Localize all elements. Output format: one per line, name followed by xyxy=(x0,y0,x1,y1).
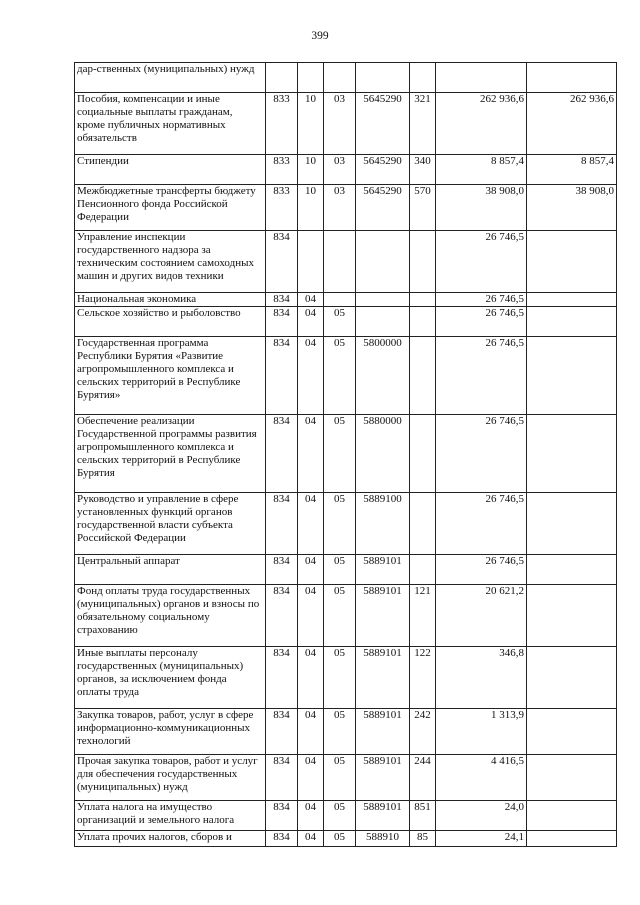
table-row xyxy=(75,585,617,647)
ministry-code-cell: 834 xyxy=(266,231,298,293)
target-code-cell xyxy=(356,63,410,93)
amount-cell: 1 313,9 xyxy=(436,709,527,755)
expense-type-cell xyxy=(410,415,436,493)
subsection-code-cell: 05 xyxy=(324,493,356,555)
target-code-cell: 5800000 xyxy=(356,337,410,415)
target-code-cell: 5889101 xyxy=(356,709,410,755)
subsection-code-cell: 05 xyxy=(324,709,356,755)
item-name-cell: Уплата налога на имущество организаций и земельного налога xyxy=(75,801,266,831)
amount-second-cell xyxy=(527,585,617,647)
item-name-cell: Уплата прочих налогов, сборов и xyxy=(75,831,266,847)
item-name-cell: Фонд оплаты труда государственных (муниципальных) органов и взносы по обязательному социальному страхованию xyxy=(75,585,266,647)
amount-second-cell xyxy=(527,709,617,755)
expense-type-cell: 340 xyxy=(410,155,436,185)
amount-cell: 26 746,5 xyxy=(436,493,527,555)
subsection-code-cell: 05 xyxy=(324,415,356,493)
item-name-cell: Стипендии xyxy=(75,155,266,185)
ministry-code-cell: 834 xyxy=(266,801,298,831)
amount-second-cell xyxy=(527,493,617,555)
ministry-code-cell: 834 xyxy=(266,555,298,585)
target-code-cell: 5889101 xyxy=(356,801,410,831)
subsection-code-cell: 05 xyxy=(324,585,356,647)
amount-cell: 24,1 xyxy=(436,831,527,847)
expense-type-cell xyxy=(410,337,436,415)
table-body xyxy=(75,63,617,847)
item-name-cell: Пособия, компенсации и иные социальные выплаты гражданам, кроме публичных нормативных обязательств xyxy=(75,93,266,155)
section-code-cell xyxy=(298,231,324,293)
amount-second-cell xyxy=(527,337,617,415)
ministry-code-cell: 834 xyxy=(266,755,298,801)
expense-type-cell: 244 xyxy=(410,755,436,801)
table-row xyxy=(75,307,617,337)
expense-type-cell xyxy=(410,493,436,555)
ministry-code-cell: 834 xyxy=(266,647,298,709)
amount-second-cell xyxy=(527,415,617,493)
ministry-code-cell: 834 xyxy=(266,709,298,755)
item-name-cell: Закупка товаров, работ, услуг в сфере информационно-коммуникационных технологий xyxy=(75,709,266,755)
subsection-code-cell xyxy=(324,63,356,93)
target-code-cell: 5645290 xyxy=(356,155,410,185)
table-row xyxy=(75,755,617,801)
expense-type-cell: 851 xyxy=(410,801,436,831)
amount-second-cell xyxy=(527,63,617,93)
budget-table xyxy=(74,62,617,847)
table-row xyxy=(75,647,617,709)
ministry-code-cell: 834 xyxy=(266,585,298,647)
section-code-cell: 04 xyxy=(298,647,324,709)
target-code-cell: 5889101 xyxy=(356,755,410,801)
ministry-code-cell xyxy=(266,63,298,93)
ministry-code-cell: 834 xyxy=(266,307,298,337)
table-row xyxy=(75,93,617,155)
table-row xyxy=(75,709,617,755)
item-name-cell: Управление инспекции государственного надзора за техническим состоянием самоходных машин и других видов техники xyxy=(75,231,266,293)
expense-type-cell xyxy=(410,231,436,293)
amount-cell: 346,8 xyxy=(436,647,527,709)
section-code-cell: 04 xyxy=(298,493,324,555)
table-row xyxy=(75,415,617,493)
amount-second-cell xyxy=(527,555,617,585)
subsection-code-cell: 05 xyxy=(324,755,356,801)
item-name-cell: Государственная программа Республики Бурятия «Развитие агропромышленного комплекса и сельских территорий в Республике Бурятия» xyxy=(75,337,266,415)
table-row xyxy=(75,831,617,847)
amount-second-cell xyxy=(527,755,617,801)
item-name-cell: Национальная экономика xyxy=(75,293,266,307)
amount-second-cell xyxy=(527,831,617,847)
expense-type-cell: 85 xyxy=(410,831,436,847)
subsection-code-cell xyxy=(324,293,356,307)
target-code-cell xyxy=(356,293,410,307)
expense-type-cell: 321 xyxy=(410,93,436,155)
section-code-cell: 04 xyxy=(298,585,324,647)
amount-second-cell xyxy=(527,293,617,307)
amount-cell: 38 908,0 xyxy=(436,185,527,231)
table-row xyxy=(75,185,617,231)
section-code-cell: 04 xyxy=(298,755,324,801)
table-row xyxy=(75,493,617,555)
table-row xyxy=(75,801,617,831)
subsection-code-cell: 05 xyxy=(324,647,356,709)
item-name-cell: Центральный аппарат xyxy=(75,555,266,585)
amount-cell: 26 746,5 xyxy=(436,231,527,293)
ministry-code-cell: 834 xyxy=(266,337,298,415)
amount-second-cell: 38 908,0 xyxy=(527,185,617,231)
amount-cell: 26 746,5 xyxy=(436,307,527,337)
amount-second-cell: 262 936,6 xyxy=(527,93,617,155)
ministry-code-cell: 833 xyxy=(266,185,298,231)
expense-type-cell xyxy=(410,63,436,93)
amount-cell: 26 746,5 xyxy=(436,555,527,585)
section-code-cell: 04 xyxy=(298,831,324,847)
amount-cell: 24,0 xyxy=(436,801,527,831)
table-row xyxy=(75,63,617,93)
expense-type-cell xyxy=(410,293,436,307)
table-row xyxy=(75,155,617,185)
section-code-cell: 10 xyxy=(298,93,324,155)
item-name-cell: Межбюджетные трансферты бюджету Пенсионного фонда Российской Федерации xyxy=(75,185,266,231)
target-code-cell: 5889100 xyxy=(356,493,410,555)
amount-cell: 4 416,5 xyxy=(436,755,527,801)
target-code-cell: 5889101 xyxy=(356,585,410,647)
target-code-cell: 5889101 xyxy=(356,555,410,585)
subsection-code-cell xyxy=(324,231,356,293)
target-code-cell: 5880000 xyxy=(356,415,410,493)
section-code-cell: 04 xyxy=(298,555,324,585)
subsection-code-cell: 05 xyxy=(324,307,356,337)
page-number: 399 xyxy=(311,30,329,42)
section-code-cell: 04 xyxy=(298,415,324,493)
amount-cell: 26 746,5 xyxy=(436,293,527,307)
table-row xyxy=(75,337,617,415)
section-code-cell: 10 xyxy=(298,185,324,231)
amount-second-cell xyxy=(527,801,617,831)
ministry-code-cell: 834 xyxy=(266,293,298,307)
section-code-cell: 04 xyxy=(298,307,324,337)
amount-cell xyxy=(436,63,527,93)
ministry-code-cell: 833 xyxy=(266,155,298,185)
target-code-cell xyxy=(356,307,410,337)
amount-cell: 8 857,4 xyxy=(436,155,527,185)
ministry-code-cell: 834 xyxy=(266,415,298,493)
table-row xyxy=(75,231,617,293)
ministry-code-cell: 834 xyxy=(266,831,298,847)
section-code-cell: 04 xyxy=(298,293,324,307)
amount-cell: 262 936,6 xyxy=(436,93,527,155)
subsection-code-cell: 05 xyxy=(324,337,356,415)
amount-cell: 26 746,5 xyxy=(436,415,527,493)
amount-second-cell: 8 857,4 xyxy=(527,155,617,185)
amount-second-cell xyxy=(527,231,617,293)
item-name-cell: Прочая закупка товаров, работ и услуг для обеспечения государственных (муниципальных) нужд xyxy=(75,755,266,801)
item-name-cell: Иные выплаты персоналу государственных (муниципальных) органов, за исключением фонда оплаты труда xyxy=(75,647,266,709)
item-name-cell: дар-ственных (муниципальных) нужд xyxy=(75,63,266,93)
target-code-cell: 5645290 xyxy=(356,93,410,155)
amount-cell: 26 746,5 xyxy=(436,337,527,415)
subsection-code-cell: 05 xyxy=(324,801,356,831)
expense-type-cell: 122 xyxy=(410,647,436,709)
expense-type-cell xyxy=(410,555,436,585)
section-code-cell: 04 xyxy=(298,801,324,831)
table-row xyxy=(75,555,617,585)
target-code-cell: 588910 xyxy=(356,831,410,847)
item-name-cell: Руководство и управление в сфере установленных функций органов государственной власти субъекта Российской Федерации xyxy=(75,493,266,555)
target-code-cell xyxy=(356,231,410,293)
ministry-code-cell: 833 xyxy=(266,93,298,155)
section-code-cell xyxy=(298,63,324,93)
ministry-code-cell: 834 xyxy=(266,493,298,555)
expense-type-cell: 242 xyxy=(410,709,436,755)
target-code-cell: 5889101 xyxy=(356,647,410,709)
table-row xyxy=(75,293,617,307)
amount-second-cell xyxy=(527,647,617,709)
section-code-cell: 10 xyxy=(298,155,324,185)
amount-second-cell xyxy=(527,307,617,337)
expense-type-cell xyxy=(410,307,436,337)
item-name-cell: Обеспечение реализации Государственной программы развития агропромышленного комплекса и сельских территорий в Республике Бурятия xyxy=(75,415,266,493)
section-code-cell: 04 xyxy=(298,337,324,415)
amount-cell: 20 621,2 xyxy=(436,585,527,647)
subsection-code-cell: 03 xyxy=(324,155,356,185)
subsection-code-cell: 03 xyxy=(324,93,356,155)
subsection-code-cell: 03 xyxy=(324,185,356,231)
item-name-cell: Сельское хозяйство и рыболовство xyxy=(75,307,266,337)
section-code-cell: 04 xyxy=(298,709,324,755)
subsection-code-cell: 05 xyxy=(324,831,356,847)
expense-type-cell: 121 xyxy=(410,585,436,647)
expense-type-cell: 570 xyxy=(410,185,436,231)
target-code-cell: 5645290 xyxy=(356,185,410,231)
subsection-code-cell: 05 xyxy=(324,555,356,585)
